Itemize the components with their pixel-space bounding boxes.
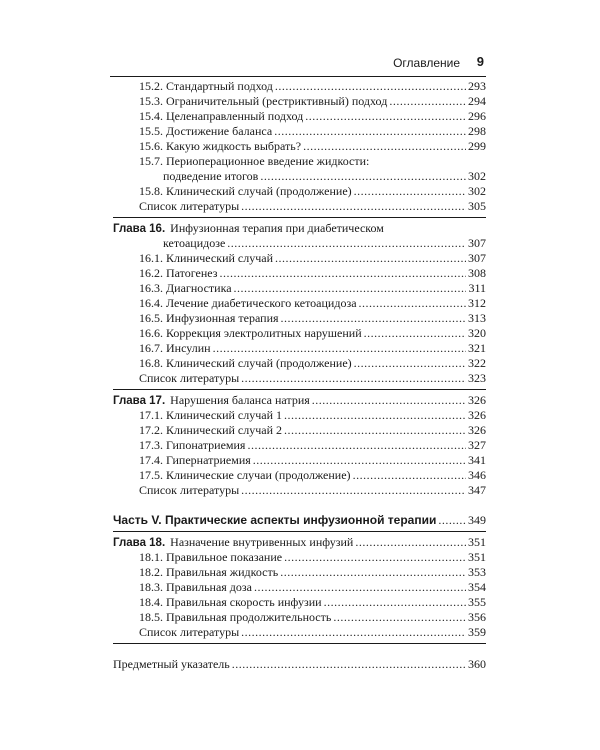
subject-index-entry[interactable]: Предметный указатель ..... 360	[113, 657, 486, 672]
toc-entry[interactable]: подведение итогов ..... 302	[113, 169, 486, 184]
toc-entry[interactable]: Список литературы ..... 323	[113, 371, 486, 386]
divider	[113, 643, 486, 644]
toc-entry[interactable]: 16.8. Клинический случай (продолжение) ..... 322	[113, 356, 486, 371]
toc-entry[interactable]: 17.4. Гипернатриемия ..... 341	[113, 453, 486, 468]
page-number: 9	[476, 54, 484, 69]
toc-entry[interactable]: 15.8. Клинический случай (продолжение) ..... 302	[113, 184, 486, 199]
toc-entry[interactable]: 15.3. Ограничительный (рестриктивный) подход ..... 294	[113, 94, 486, 109]
toc-entry[interactable]: 16.3. Диагностика ..... 311	[113, 281, 486, 296]
toc-entry[interactable]: 15.5. Достижение баланса ..... 298	[113, 124, 486, 139]
divider	[113, 531, 486, 532]
toc-entry[interactable]: 16.1. Клинический случай ..... 307	[113, 251, 486, 266]
toc-entry[interactable]: 16.6. Коррекция электролитных нарушений ..... 320	[113, 326, 486, 341]
toc-entry[interactable]: 17.2. Клинический случай 2 ..... 326	[113, 423, 486, 438]
toc-entry[interactable]: 15.2. Стандартный подход ..... 293	[113, 79, 486, 94]
table-of-contents	[113, 79, 486, 672]
toc-entry[interactable]: 15.6. Какую жидкость выбрать? ..... 299	[113, 139, 486, 154]
toc-entry[interactable]: Список литературы ..... 347	[113, 483, 486, 498]
toc-entry[interactable]: Список литературы ..... 305	[113, 199, 486, 214]
toc-entry[interactable]: Список литературы ..... 359	[113, 625, 486, 640]
toc-entry[interactable]: 16.4. Лечение диабетического кетоацидоза ..... 312	[113, 296, 486, 311]
toc-entry[interactable]: 18.4. Правильная скорость инфузии ..... 355	[113, 595, 486, 610]
chapter-16-heading-cont[interactable]: кетоацидозе ..... 307	[113, 236, 486, 251]
toc-entry[interactable]: 17.1. Клинический случай 1 ..... 326	[113, 408, 486, 423]
part-5-heading[interactable]: Часть V. Практические аспекты инфузионной терапии ..... 349	[113, 512, 486, 528]
toc-entry[interactable]: 18.3. Правильная доза ..... 354	[113, 580, 486, 595]
chapter-18-heading[interactable]: Глава 18. Назначение внутривенных инфузий ..... 351	[113, 535, 486, 550]
toc-entry[interactable]: 18.1. Правильное показание ..... 351	[113, 550, 486, 565]
toc-entry[interactable]: 15.4. Целенаправленный подход ..... 296	[113, 109, 486, 124]
running-title: Оглавление	[393, 56, 460, 70]
chapter-16-heading[interactable]: Глава 16. Инфузионная терапия при диабетическом	[113, 221, 384, 235]
toc-entry[interactable]: 15.7. Периоперационное введение жидкости:	[139, 154, 370, 168]
divider	[113, 389, 486, 390]
page-header	[110, 54, 486, 77]
toc-entry[interactable]: 16.5. Инфузионная терапия ..... 313	[113, 311, 486, 326]
divider	[113, 217, 486, 218]
toc-entry[interactable]: 17.3. Гипонатриемия ..... 327	[113, 438, 486, 453]
toc-entry[interactable]: 16.2. Патогенез ..... 308	[113, 266, 486, 281]
toc-entry[interactable]: 18.5. Правильная продолжительность ..... 356	[113, 610, 486, 625]
toc-entry[interactable]: 16.7. Инсулин ..... 321	[113, 341, 486, 356]
toc-entry[interactable]: 18.2. Правильная жидкость ..... 353	[113, 565, 486, 580]
chapter-17-heading[interactable]: Глава 17. Нарушения баланса натрия ..... 326	[113, 393, 486, 408]
toc-entry[interactable]: 17.5. Клинические случаи (продолжение) ..... 346	[113, 468, 486, 483]
